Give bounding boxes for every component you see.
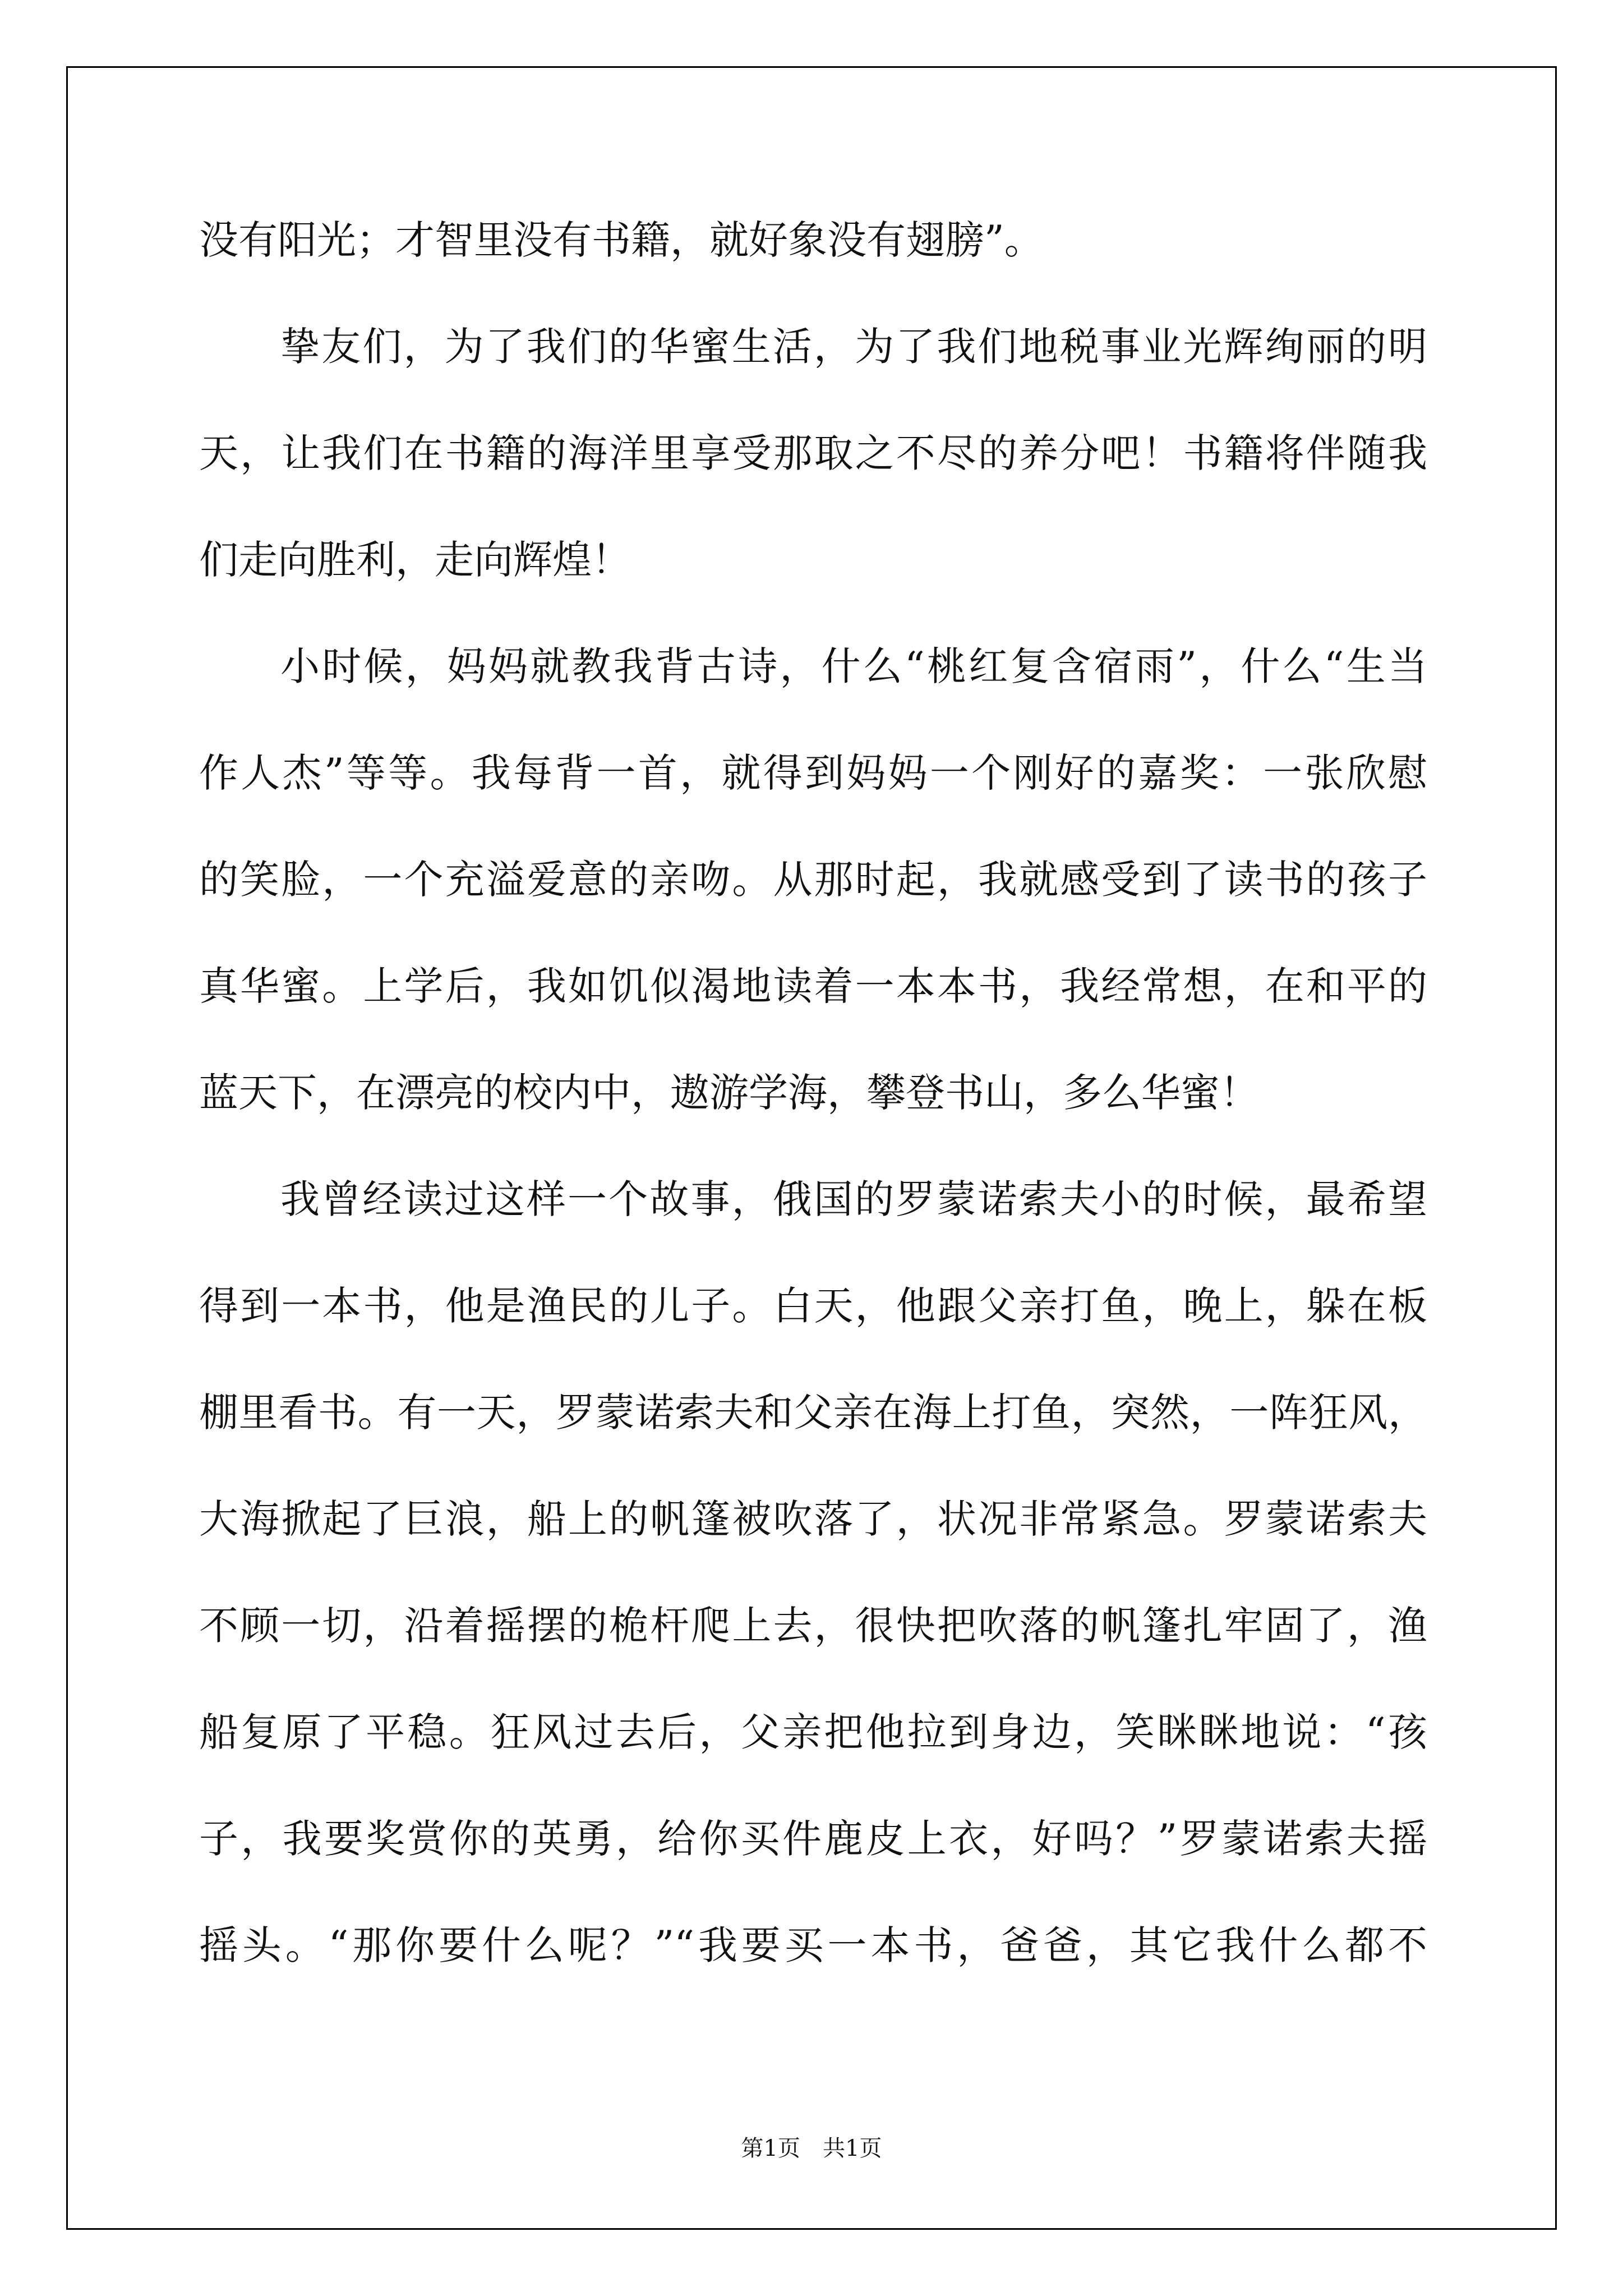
text-line: 子，我要奖赏你的英勇，给你买件鹿皮上衣，好吗？”罗蒙诺索夫摇 — [199, 1816, 1427, 1862]
text-line: 没有阳光；才智里没有书籍，就好象没有翅膀”。 — [199, 217, 1044, 263]
text-line: 我曾经读过这样一个故事，俄国的罗蒙诺索夫小的时候，最希望 — [280, 1176, 1427, 1222]
text-line: 大海掀起了巨浪，船上的帆篷被吹落了，状况非常紧急。罗蒙诺索夫 — [199, 1496, 1427, 1542]
text-line: 真华蜜。上学后，我如饥似渴地读着一本本书，我经常想，在和平的 — [199, 963, 1427, 1009]
text-line: 不顾一切，沿着摇摆的桅杆爬上去，很快把吹落的帆篷扎牢固了，渔 — [199, 1603, 1427, 1649]
text-line: 蓝天下，在漂亮的校内中，遨游学海，攀登书山，多么华蜜！ — [199, 1070, 1259, 1116]
page-border — [66, 66, 1557, 2230]
text-line: 摇头。“那你要什么呢？”“我要买一本书，爸爸，其它我什么都不 — [199, 1922, 1427, 1968]
page-number-footer: 第1页 共1页 — [741, 2136, 882, 2161]
text-line: 天，让我们在书籍的海洋里享受那取之不尽的养分吧！书籍将伴随我 — [199, 430, 1427, 476]
text-line: 作人杰”等等。我每背一首，就得到妈妈一个刚好的嘉奖：一张欣慰 — [199, 750, 1427, 796]
text-line: 小时候，妈妈就教我背古诗，什么“桃红复含宿雨”，什么“生当 — [280, 643, 1427, 689]
text-line: 们走向胜利，走向辉煌！ — [199, 537, 631, 583]
text-line: 挚友们，为了我们的华蜜生活，为了我们地税事业光辉绚丽的明 — [280, 324, 1427, 370]
text-line: 的笑脸，一个充溢爱意的亲吻。从那时起，我就感受到了读书的孩子 — [199, 857, 1427, 903]
text-line: 得到一本书，他是渔民的儿子。白天，他跟父亲打鱼，晚上，躲在板 — [199, 1283, 1427, 1329]
text-line: 船复原了平稳。狂风过去后，父亲把他拉到身边，笑眯眯地说：“孩 — [199, 1709, 1427, 1755]
text-line: 棚里看书。有一天，罗蒙诺索夫和父亲在海上打鱼，突然，一阵狂风， — [199, 1389, 1427, 1435]
